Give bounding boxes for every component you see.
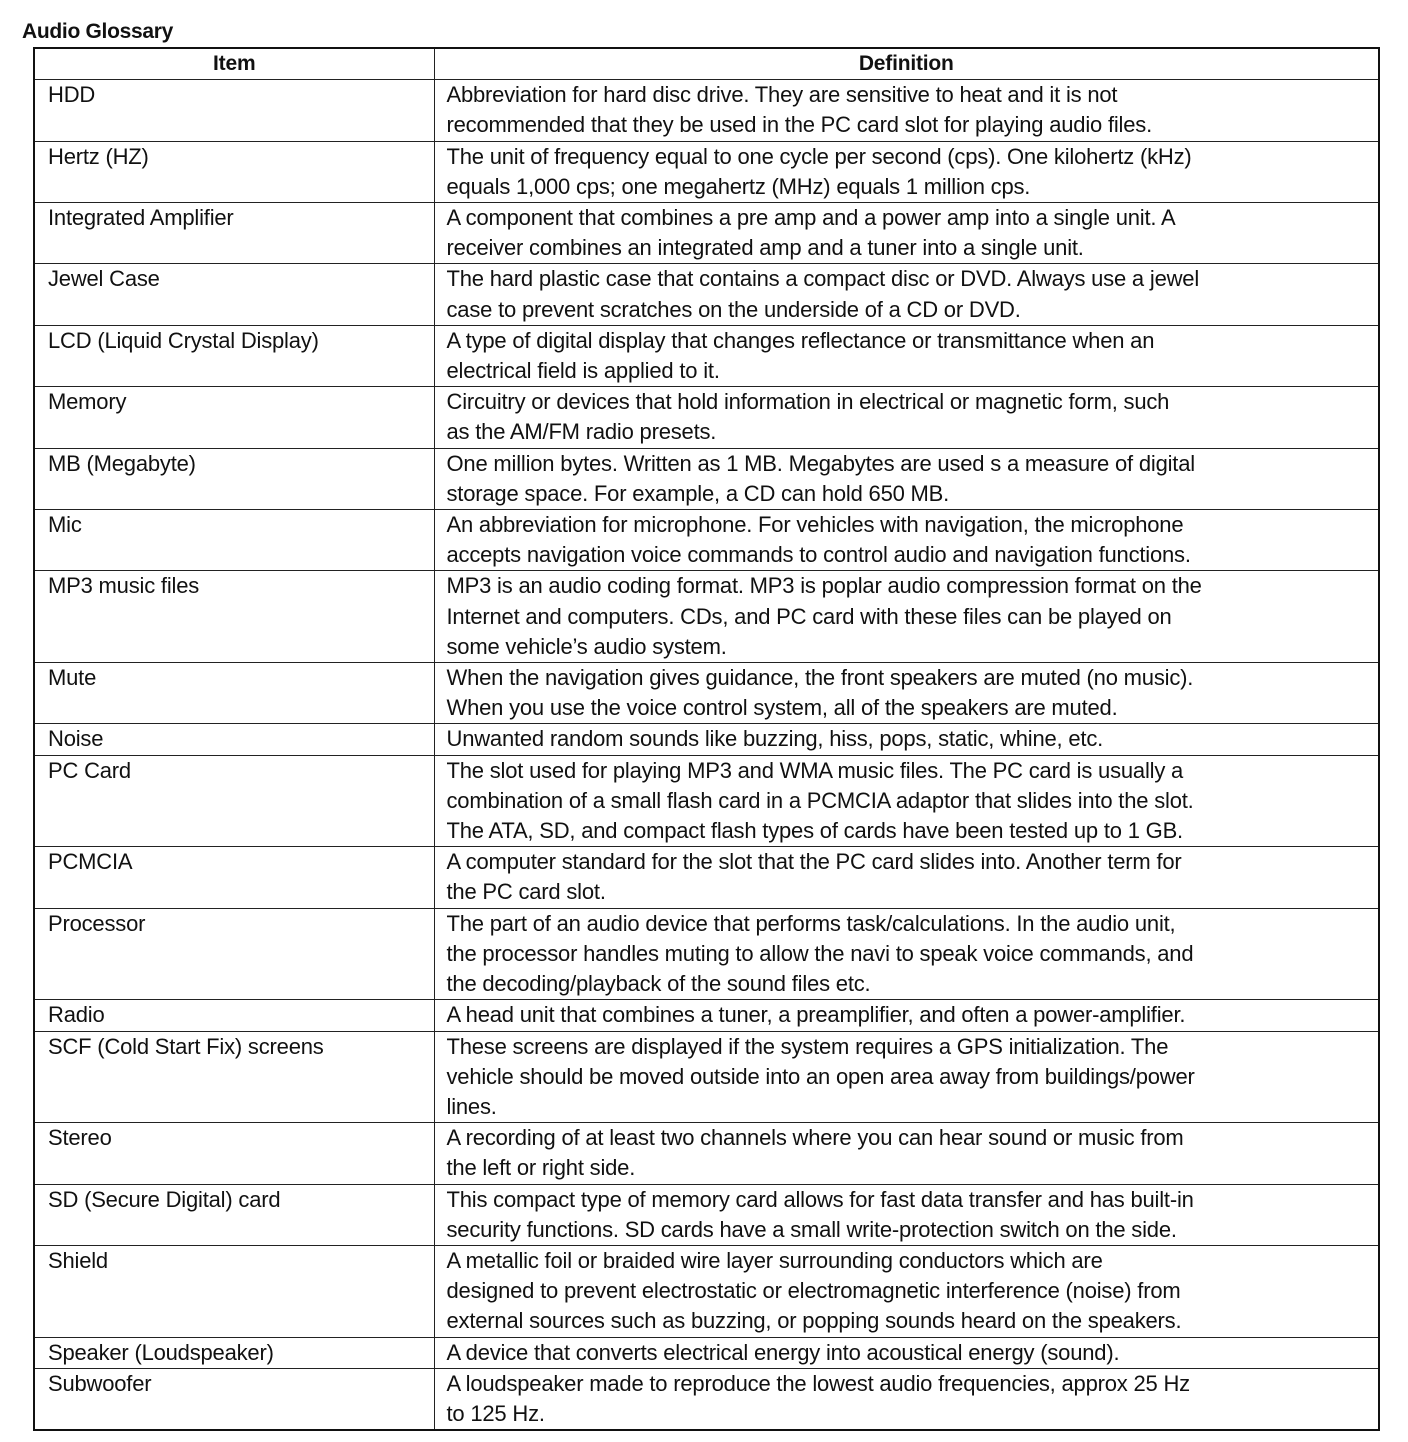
definition-cell: Unwanted random sounds like buzzing, hiss, pops, static, whine, etc.	[434, 724, 1379, 755]
table-row	[34, 847, 1379, 908]
term-cell: Jewel Case	[34, 264, 434, 325]
definition-cell: A metallic foil or braided wire layer surrounding conductors which are designed to prevent electrostatic or electromagnetic interference (noise) from external sources such as buzzing, or popping sounds heard on the speakers.	[434, 1245, 1379, 1337]
definition-cell: MP3 is an audio coding format. MP3 is poplar audio compression format on the Internet and computers. CDs, and PC card with these files can be played on some vehicle’s audio system.	[434, 571, 1379, 663]
table-row	[34, 1368, 1379, 1430]
definition-cell: An abbreviation for microphone. For vehicles with navigation, the microphone accepts navigation voice commands to control audio and navigation functions.	[434, 510, 1379, 571]
table-row	[34, 448, 1379, 509]
table-row	[34, 510, 1379, 571]
definition-cell: One million bytes. Written as 1 MB. Megabytes are used s a measure of digital storage space. For example, a CD can hold 650 MB.	[434, 448, 1379, 509]
term-cell: Shield	[34, 1245, 434, 1337]
definition-cell: A device that converts electrical energy into acoustical energy (sound).	[434, 1337, 1379, 1368]
term-cell: Mic	[34, 510, 434, 571]
table-row	[34, 1031, 1379, 1123]
table-row	[34, 80, 1379, 141]
term-cell: Speaker (Loudspeaker)	[34, 1337, 434, 1368]
table-row	[34, 663, 1379, 724]
term-cell: Stereo	[34, 1123, 434, 1184]
table-row	[34, 203, 1379, 264]
definition-cell: A loudspeaker made to reproduce the lowest audio frequencies, approx 25 Hz to 125 Hz.	[434, 1368, 1379, 1430]
term-cell: HDD	[34, 80, 434, 141]
definition-cell: The slot used for playing MP3 and WMA music files. The PC card is usually a combination of a small flash card in a PCMCIA adaptor that slides into the slot. The ATA, SD, and compact flash types of cards have been tested up to 1 GB.	[434, 755, 1379, 847]
header-definition: Definition	[434, 48, 1379, 80]
term-cell: Memory	[34, 387, 434, 448]
definition-cell: A head unit that combines a tuner, a preamplifier, and often a power-amplifier.	[434, 1000, 1379, 1031]
definition-cell: Abbreviation for hard disc drive. They are sensitive to heat and it is not recommended that they be used in the PC card slot for playing audio files.	[434, 80, 1379, 141]
definition-cell: A computer standard for the slot that the PC card slides into. Another term for the PC card slot.	[434, 847, 1379, 908]
definition-cell: A component that combines a pre amp and a power amp into a single unit. A receiver combines an integrated amp and a tuner into a single unit.	[434, 203, 1379, 264]
table-row	[34, 1000, 1379, 1031]
table-row	[34, 1245, 1379, 1337]
term-cell: SD (Secure Digital) card	[34, 1184, 434, 1245]
term-cell: Processor	[34, 908, 434, 1000]
term-cell: Hertz (HZ)	[34, 141, 434, 202]
term-cell: MP3 music files	[34, 571, 434, 663]
definition-cell: The unit of frequency equal to one cycle per second (cps). One kilohertz (kHz) equals 1,000 cps; one megahertz (MHz) equals 1 million cps.	[434, 141, 1379, 202]
term-cell: Subwoofer	[34, 1368, 434, 1430]
term-cell: SCF (Cold Start Fix) screens	[34, 1031, 434, 1123]
header-item: Item	[34, 48, 434, 80]
definition-cell: These screens are displayed if the system requires a GPS initialization. The vehicle should be moved outside into an open area away from buildings/power lines.	[434, 1031, 1379, 1123]
page-title: Audio Glossary	[22, 20, 174, 43]
definition-cell: The part of an audio device that performs task/calculations. In the audio unit, the processor handles muting to allow the navi to speak voice commands, and the decoding/playback of the sound files etc.	[434, 908, 1379, 1000]
glossary-table	[33, 47, 1380, 1431]
table-row	[34, 325, 1379, 386]
table-row	[34, 1184, 1379, 1245]
term-cell: Mute	[34, 663, 434, 724]
table-row	[34, 141, 1379, 202]
term-cell: LCD (Liquid Crystal Display)	[34, 325, 434, 386]
table-row	[34, 908, 1379, 1000]
table-row	[34, 755, 1379, 847]
term-cell: MB (Megabyte)	[34, 448, 434, 509]
definition-cell: A recording of at least two channels where you can hear sound or music from the left or right side.	[434, 1123, 1379, 1184]
term-cell: Noise	[34, 724, 434, 755]
term-cell: PC Card	[34, 755, 434, 847]
definition-cell: A type of digital display that changes reflectance or transmittance when an electrical field is applied to it.	[434, 325, 1379, 386]
definition-cell: The hard plastic case that contains a compact disc or DVD. Always use a jewel case to prevent scratches on the underside of a CD or DVD.	[434, 264, 1379, 325]
term-cell: PCMCIA	[34, 847, 434, 908]
table-row	[34, 571, 1379, 663]
term-cell: Integrated Amplifier	[34, 203, 434, 264]
table-header-row	[34, 48, 1379, 80]
table-row	[34, 264, 1379, 325]
table-row	[34, 387, 1379, 448]
table-row	[34, 1337, 1379, 1368]
definition-cell: This compact type of memory card allows for fast data transfer and has built-in security functions. SD cards have a small write-protection switch on the side.	[434, 1184, 1379, 1245]
term-cell: Radio	[34, 1000, 434, 1031]
table-row	[34, 1123, 1379, 1184]
definition-cell: Circuitry or devices that hold information in electrical or magnetic form, such as the AM/FM radio presets.	[434, 387, 1379, 448]
table-row	[34, 724, 1379, 755]
definition-cell: When the navigation gives guidance, the front speakers are muted (no music). When you use the voice control system, all of the speakers are muted.	[434, 663, 1379, 724]
